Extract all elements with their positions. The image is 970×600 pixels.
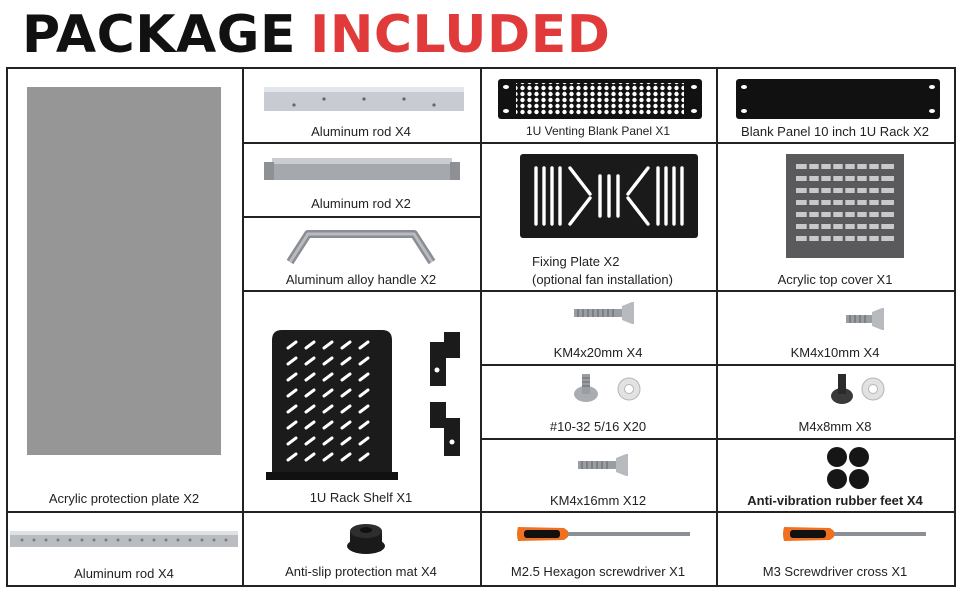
screw-image xyxy=(844,308,888,330)
washer-image xyxy=(616,376,642,402)
item-screw-km4x16 xyxy=(480,438,716,511)
fixing-plate-image xyxy=(520,154,698,238)
screw-image xyxy=(828,372,858,406)
item-label: #10-32 5/16 X20 xyxy=(549,419,647,434)
item-anti-slip-mat xyxy=(242,513,480,585)
handle-image xyxy=(286,228,436,264)
item-label: Anti-vibration rubber feet X4 xyxy=(747,493,923,508)
rack-bracket-image xyxy=(424,398,468,460)
item-cross-screwdriver xyxy=(716,513,954,585)
title-word-package: PACKAGE xyxy=(22,5,296,65)
screwdriver-image xyxy=(514,521,694,547)
item-label: M4x8mm X8 xyxy=(798,419,872,434)
item-handle xyxy=(242,216,480,290)
item-label: KM4x10mm X4 xyxy=(790,345,880,360)
venting-panel-image xyxy=(498,79,702,119)
washer-image xyxy=(860,376,886,402)
screwdriver-image xyxy=(780,521,930,547)
item-screw-km4x20 xyxy=(480,290,716,364)
grid-border-right xyxy=(954,67,956,587)
screw-image xyxy=(572,302,638,324)
item-screw-10-32 xyxy=(480,364,716,438)
item-aluminum-rod-x4 xyxy=(242,67,480,142)
item-rubber-feet xyxy=(716,438,954,511)
item-label: Acrylic top cover X1 xyxy=(777,272,893,287)
package-grid xyxy=(6,67,956,587)
title-word-included: INCLUDED xyxy=(310,5,611,65)
anti-slip-mat-image xyxy=(346,519,386,555)
item-blank-panel xyxy=(716,67,954,142)
item-rack-shelf xyxy=(242,290,480,511)
item-acrylic-top-cover xyxy=(716,142,954,290)
item-label: 1U Venting Blank Panel X1 xyxy=(525,124,671,138)
item-label: Blank Panel 10 inch 1U Rack X2 xyxy=(741,124,929,139)
item-label: Fixing Plate X2 xyxy=(532,254,620,269)
rubber-feet-image xyxy=(826,446,870,490)
item-label: Anti-slip protection mat X4 xyxy=(285,564,437,579)
item-fixing-plate xyxy=(480,142,716,290)
aluminum-rod-image xyxy=(10,529,238,549)
blank-panel-image xyxy=(736,79,940,119)
item-screw-km4x10 xyxy=(716,290,954,364)
aluminum-rod-image xyxy=(264,158,460,184)
screw-image xyxy=(572,372,616,406)
item-aluminum-rod-x2 xyxy=(242,142,480,216)
item-venting-panel xyxy=(480,67,716,142)
item-hex-screwdriver xyxy=(480,513,716,585)
item-screw-m4x8 xyxy=(716,364,954,438)
screw-image xyxy=(576,454,632,476)
item-label: Aluminum alloy handle X2 xyxy=(285,272,437,287)
item-label: M3 Screwdriver cross X1 xyxy=(762,564,908,579)
page-title xyxy=(22,4,610,66)
item-acrylic-plate xyxy=(6,67,242,511)
aluminum-rod-image xyxy=(264,85,464,113)
item-label: Aluminum rod X2 xyxy=(311,196,411,211)
item-label: KM4x16mm X12 xyxy=(549,493,647,508)
acrylic-plate-image xyxy=(27,87,221,455)
item-label: KM4x20mm X4 xyxy=(553,345,643,360)
item-label: M2.5 Hexagon screwdriver X1 xyxy=(510,564,686,579)
item-label: Aluminum rod X4 xyxy=(74,566,174,581)
item-label: Aluminum rod X4 xyxy=(311,124,411,139)
acrylic-top-cover-image xyxy=(786,154,904,258)
rack-shelf-image xyxy=(266,326,398,484)
item-label: Acrylic protection plate X2 xyxy=(48,491,200,506)
item-label-note: (optional fan installation) xyxy=(532,272,673,287)
item-label: 1U Rack Shelf X1 xyxy=(309,490,413,505)
rack-bracket-image xyxy=(424,328,468,390)
item-aluminum-rod-long xyxy=(6,513,242,585)
